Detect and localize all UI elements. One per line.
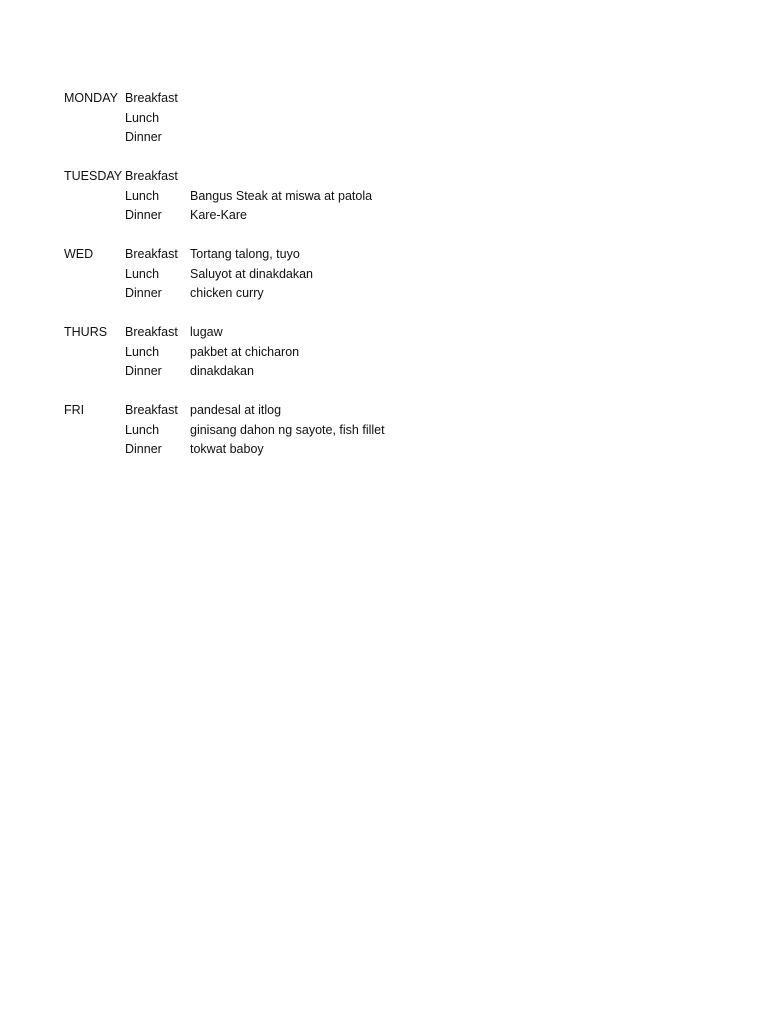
meal-row [64, 440, 664, 460]
meal-row [64, 109, 664, 129]
dish-text [190, 167, 664, 187]
day-label: MONDAY [64, 91, 118, 105]
meal-label: Dinner [125, 208, 162, 222]
meal-label: Lunch [125, 422, 160, 437]
day-spacer [64, 128, 125, 148]
day-spacer [64, 265, 125, 285]
day-spacer [64, 187, 125, 207]
meal-row [64, 167, 664, 187]
day-block-wed [64, 245, 664, 304]
dish-text: Kare-Kare [190, 208, 247, 222]
day-label: THURS [64, 325, 108, 339]
meal-row [64, 421, 664, 441]
day-spacer [64, 206, 125, 226]
meal-row [64, 323, 664, 343]
meal-row [64, 362, 664, 382]
meal-label: Lunch [125, 344, 160, 359]
dish-text [190, 128, 664, 148]
meal-row [64, 265, 664, 285]
dish-text: lugaw [190, 325, 223, 339]
dish-text [190, 89, 664, 109]
meal-row [64, 245, 664, 265]
meal-label: Breakfast [125, 91, 178, 105]
day-spacer [64, 284, 125, 304]
meal-label: Lunch [125, 188, 160, 203]
meal-label: Lunch [125, 266, 160, 281]
meal-label: Breakfast [125, 169, 178, 183]
meal-row [64, 128, 664, 148]
meal-label: Breakfast [125, 325, 178, 339]
day-spacer [64, 109, 125, 129]
day-block-thurs [64, 323, 664, 382]
day-block-fri [64, 401, 664, 460]
meal-plan-sheet [64, 89, 664, 479]
dish-text [190, 109, 664, 129]
dish-text: tokwat baboy [190, 442, 264, 456]
day-block-monday [64, 89, 664, 148]
meal-row [64, 343, 664, 363]
dish-text: dinakdakan [190, 364, 254, 378]
meal-label: Dinner [125, 286, 162, 300]
day-spacer [64, 421, 125, 441]
meal-label: Breakfast [125, 403, 178, 417]
meal-row [64, 89, 664, 109]
dish-text: Bangus Steak at miswa at patola [190, 188, 373, 203]
meal-label: Dinner [125, 442, 162, 456]
dish-text: ginisang dahon ng sayote, fish fillet [190, 422, 385, 437]
day-label: TUESDAY [64, 169, 123, 183]
day-label: WED [64, 247, 94, 261]
meal-row [64, 206, 664, 226]
meal-label: Breakfast [125, 247, 178, 261]
dish-text: pakbet at chicharon [190, 344, 300, 359]
day-spacer [64, 440, 125, 460]
day-label: FRI [64, 403, 85, 417]
dish-text: chicken curry [190, 286, 264, 300]
meal-label: Dinner [125, 364, 162, 378]
meal-row [64, 401, 664, 421]
day-block-tuesday [64, 167, 664, 226]
dish-text: Tortang talong, tuyo [190, 247, 300, 261]
dish-text: pandesal at itlog [190, 403, 282, 417]
dish-text: Saluyot at dinakdakan [190, 266, 314, 281]
meal-row [64, 187, 664, 207]
day-spacer [64, 343, 125, 363]
meal-label: Dinner [125, 130, 162, 144]
meal-label: Lunch [125, 110, 160, 125]
day-spacer [64, 362, 125, 382]
meal-row [64, 284, 664, 304]
